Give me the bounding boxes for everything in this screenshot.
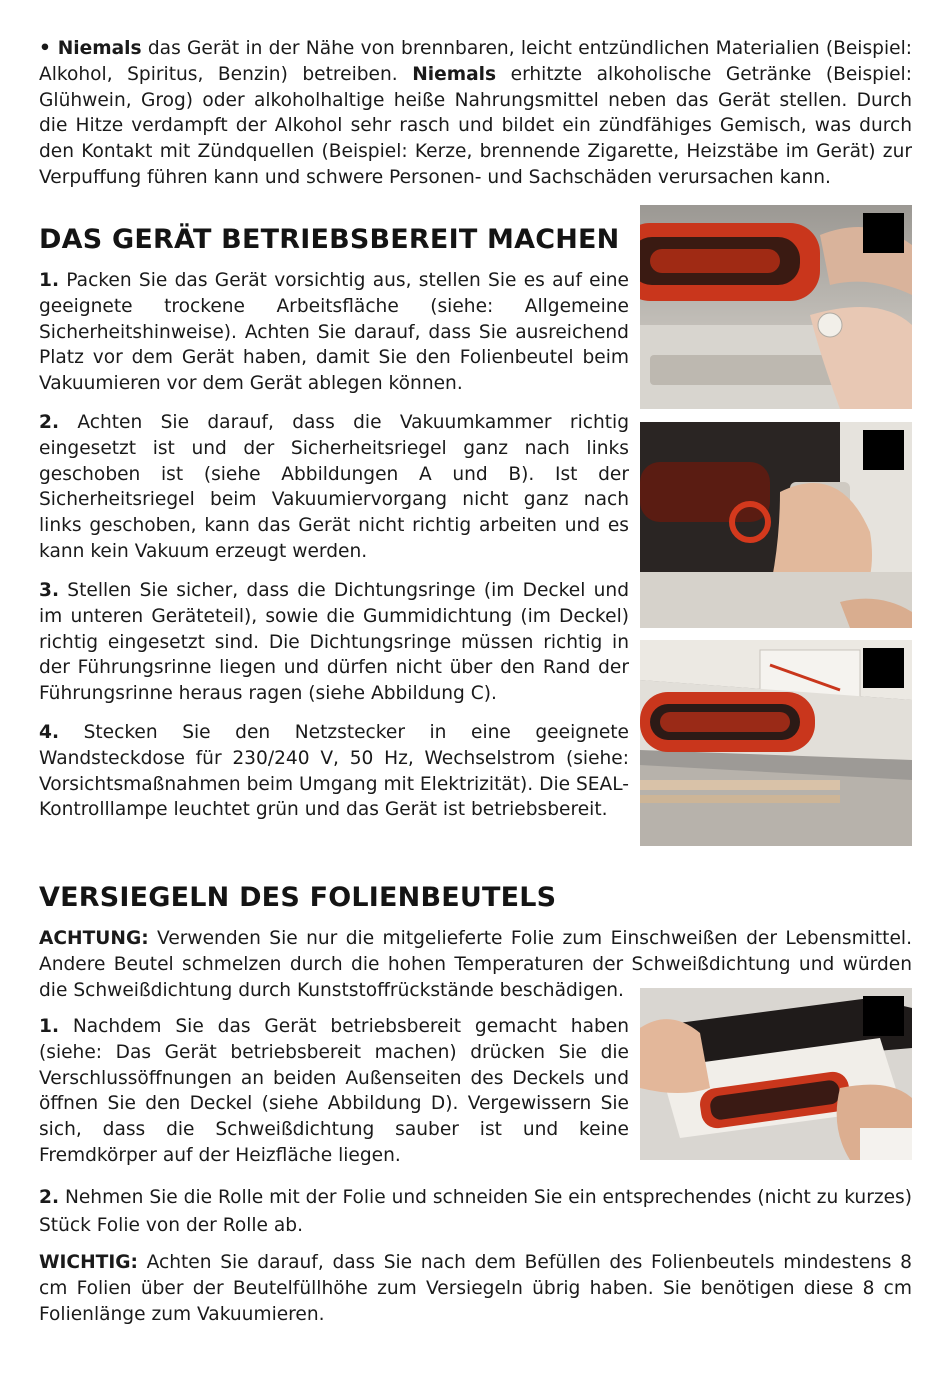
never-emphasis: Niemals [412,63,497,85]
never-emphasis: • Niemals [39,38,142,59]
setup-step-1: 1. Packen Sie das Gerät vorsichtig aus, stellen Sie es auf eine geeignete trockene Arbeitsfläche (siehe: Allgemeine Sicherheitshinweise). Achten Sie darauf, dass Sie ausreichend Platz vor dem Gerät haben, damit Sie den Folienbeutel beim Vakuumieren vor dem Gerät ablegen können. [39,270,629,395]
important-label: WICHTIG: [39,1252,138,1273]
seal-step-1: 1. Nachdem Sie das Gerät betriebsbereit gemacht haben (siehe: Das Gerät betriebsbereit machen) drücken Sie die Verschlussöffnungen an beiden Außenseiten des Deckels und öffnen Sie den Deckel (siehe Abbildung D). Vergewissern Sie sich, dass die Schweißdichtung sauber ist und keine Fremdkörper auf der Heizfläche liegen. [39,1016,629,1166]
figure-label-marker [863,213,904,253]
setup-step-2: 2. Achten Sie darauf, dass die Vakuumkammer richtig eingesetzt ist und der Sicherheitsriegel ganz nach links geschoben ist (siehe Abbildungen A und B). Ist der Sicherheitsriegel beim Vakuumiervorgang nicht ganz nach links geschoben, kann das Gerät nicht richtig arbeiten und es kann kein Vakuum erzeugt werden. [39,412,629,562]
safety-warning-paragraph: • Niemals das Gerät in der Nähe von brennbaren, leicht entzündlichen Materialien (Beispiel: Alkohol, Spiritus, Benzin) betreiben. Niemals erhitzte alkoholische Getränke (Beispiel: Glühwein, Grog) oder alkoholhaltige heiße Nahrungsmittel neben das Gerät stellen. Durch die Hitze verdampft der Alkohol sehr rasch und bildet ein zündfähiges Gemisch, was durch den Kontakt mit Zündquellen (Beispiel: Kerze, brennende Zigarette, Heizstäbe im Gerät) zur Verpuffung führen kann und schwere Personen- und Sachschäden verursachen kann. [39,38,913,188]
attention-paragraph: ACHTUNG: Verwenden Sie nur die mitgelieferte Folie zum Einschweißen der Lebensmittel. Andere Beutel schmelzen durch die hohen Temperaturen der Schweißdichtung und würden die Schweißdichtung durch Kunststoffrückstände beschädigen. [39,928,912,1001]
figure-label-marker [863,648,904,688]
setup-step-3: 3. Stellen Sie sicher, dass die Dichtungsringe (im Deckel und im unteren Geräteteil), sowie die Gummidichtung (im Deckel) richtig eingesetzt sind. Die Dichtungsringe müssen richtig in der Führungsrinne liegen und dürfen nicht über den Rand der Führungsrinne heraus ragen (siehe Abbildung C). [39,580,629,705]
figure-a-photo [640,205,912,409]
figure-label-marker [863,996,904,1036]
figure-b-photo [640,422,912,628]
section-title-setup: DAS GERÄT BETRIEBSBEREIT MACHEN [39,224,620,255]
figure-label-marker [863,430,904,470]
important-paragraph: WICHTIG: Achten Sie darauf, dass Sie nach dem Befüllen des Folienbeutels mindestens 8 cm Folien über der Beutelfüllhöhe zum Versiegeln übrig haben. Sie benötigen diese 8 cm Folienlänge zum Vakuumieren. [39,1252,912,1325]
figure-d-photo [640,988,912,1160]
section-title-sealing: VERSIEGELN DES FOLIENBEUTELS [39,882,557,913]
attention-label: ACHTUNG: [39,928,149,949]
setup-step-4: 4. Stecken Sie den Netzstecker in eine geeignete Wandsteckdose für 230/240 V, 50 Hz, Wechselstrom (siehe: Vorsichtsmaßnahmen beim Umgang mit Elektrizität). Die SEAL-Kontrolllampe leuchtet grün und das Gerät ist betriebsbereit. [39,722,629,821]
figure-c-photo [640,640,912,846]
seal-step-2: 2. Nehmen Sie die Rolle mit der Folie und schneiden Sie ein entsprechendes (nicht zu kurzes) Stück Folie von der Rolle ab. [39,1187,912,1236]
